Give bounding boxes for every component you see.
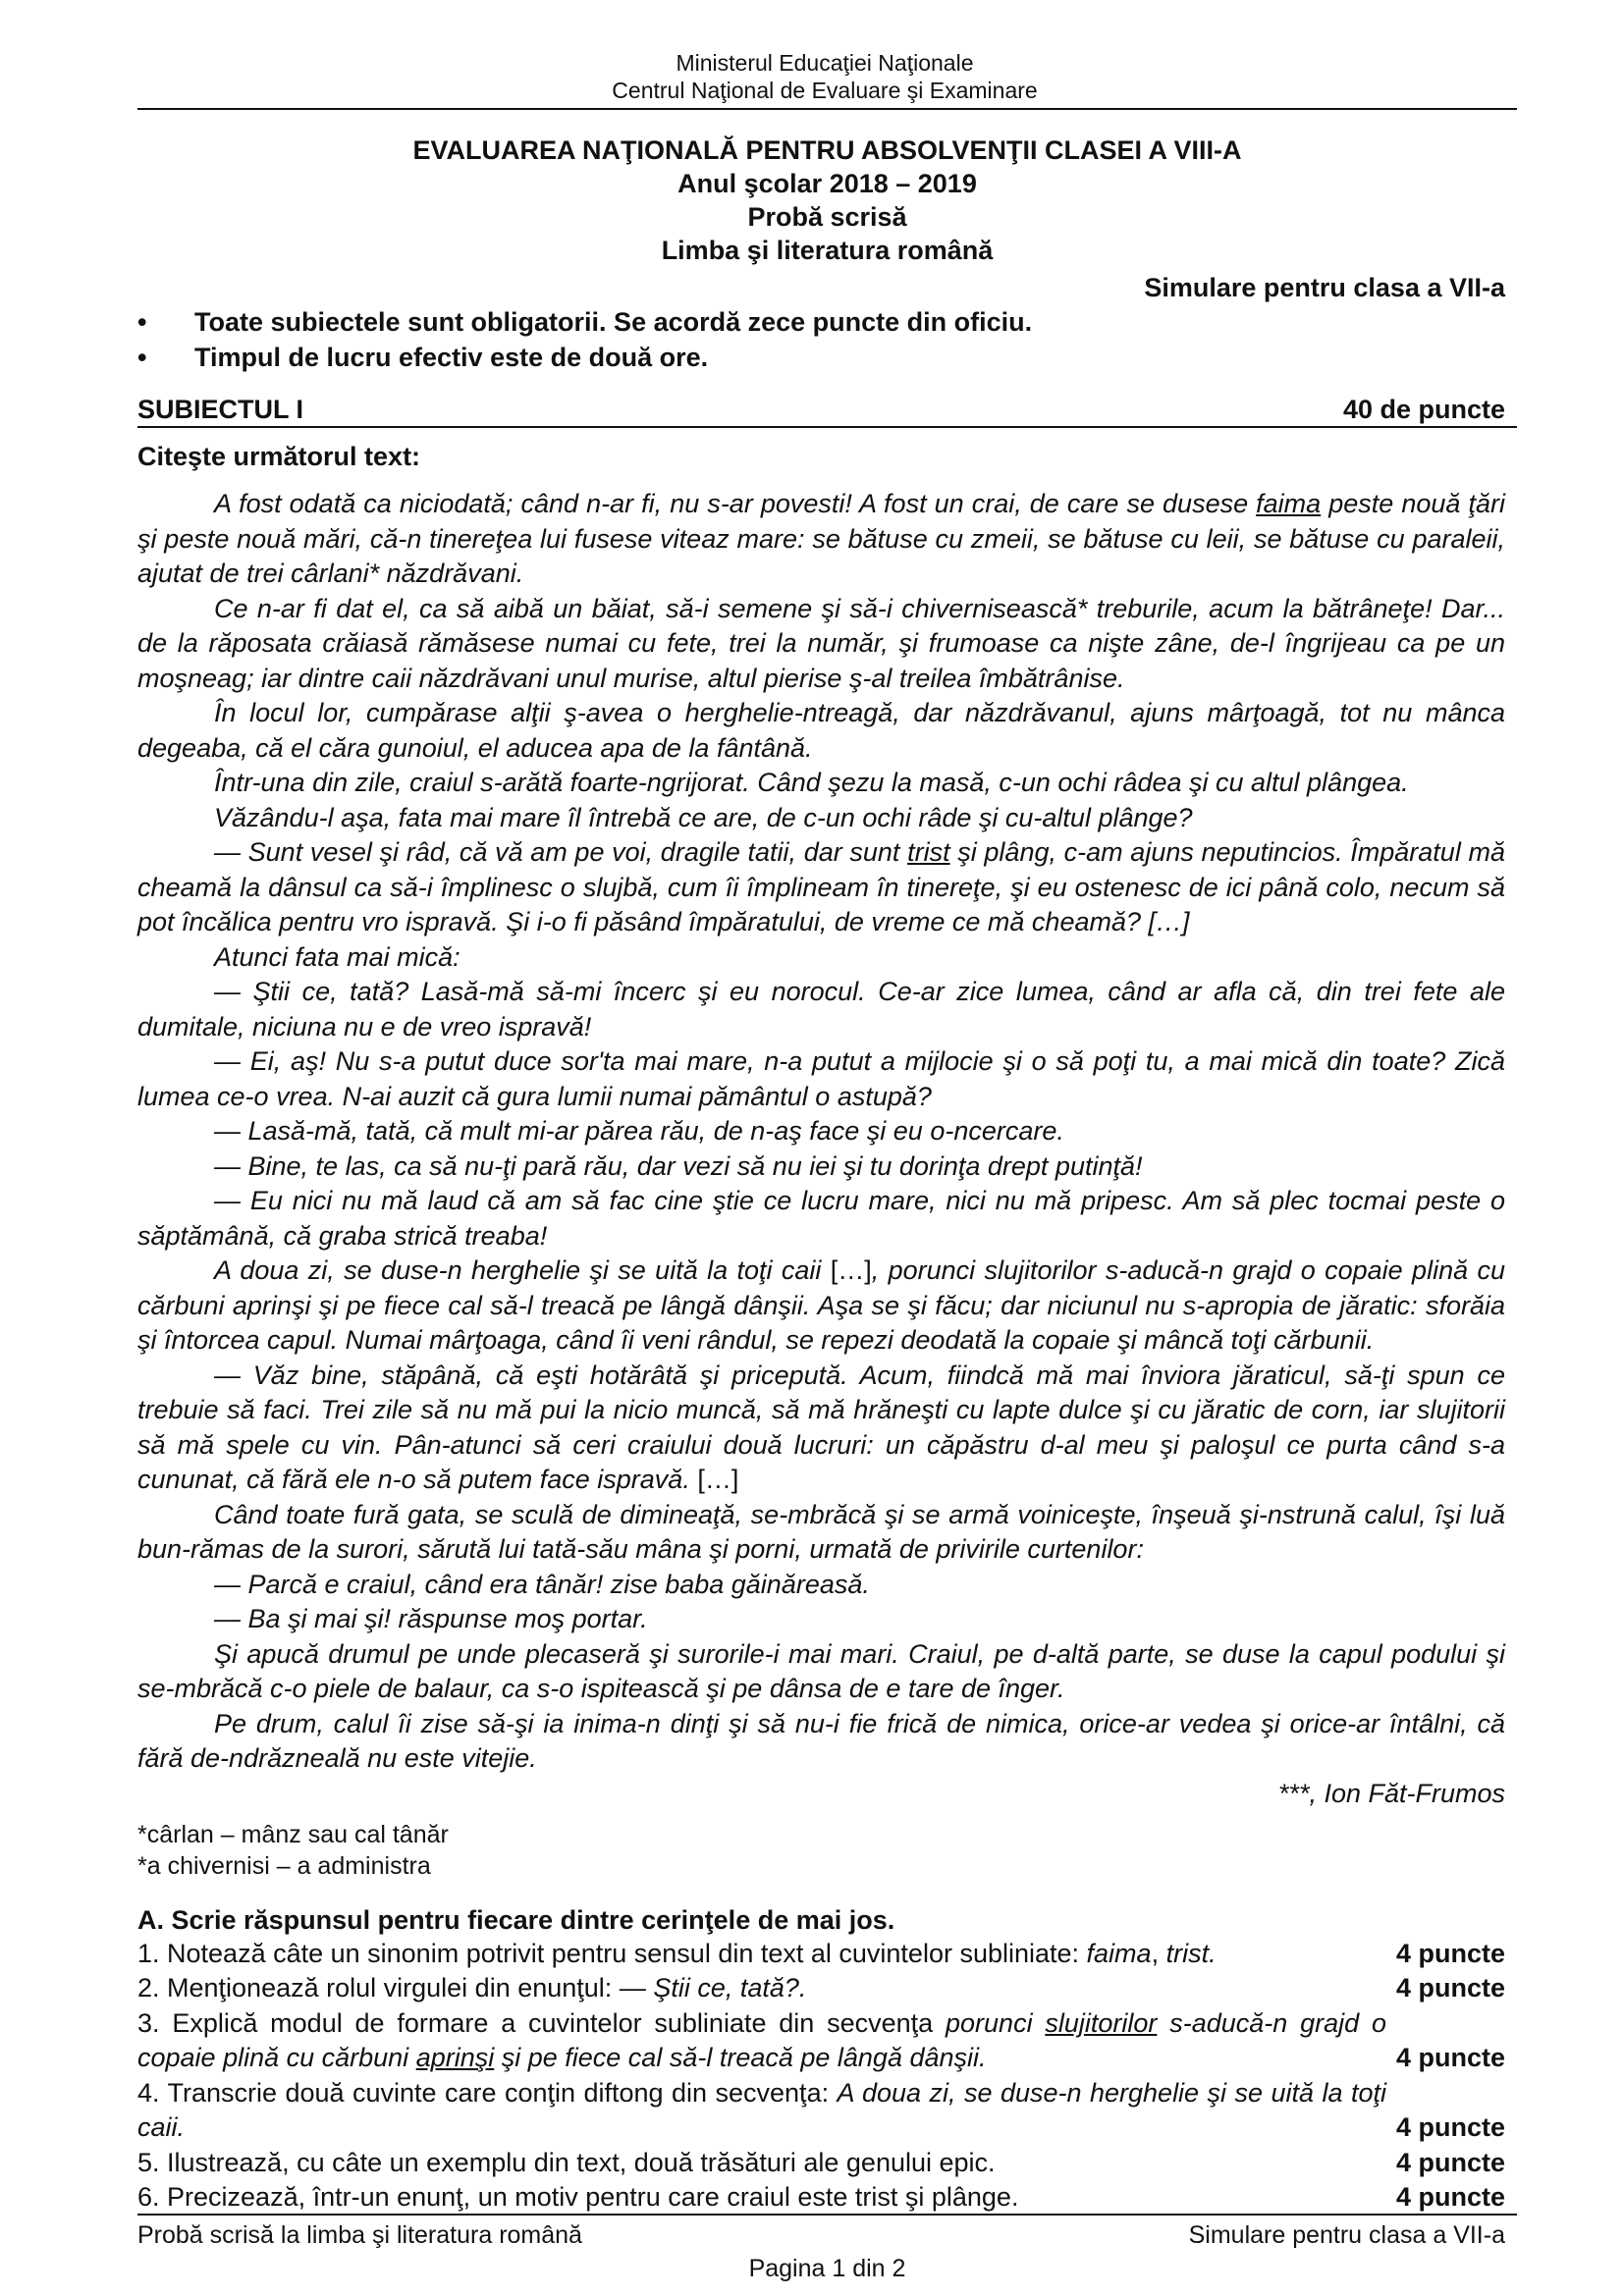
title-line-2: Anul şcolar 2018 – 2019 [677,169,977,198]
subject-label: SUBIECTUL I [137,395,304,424]
paragraph: — Sunt vesel şi râd, că vă am pe voi, dragile tatii, dar sunt trist şi plâng, c-am ajuns neputincios. Împăratul mă cheamă la dânsul ca să-i împlinesc o slujbă, cum îi împlineam în tinereţe, şi eu ostenesc de ici până colo, necum să pot încălica pentru vro ispravă. Şi i-o fi păsând împăratului, de vreme ce mă cheamă? […] [137,837,1505,936]
text-source: ***, Ion Făt-Frumos [1277,1778,1505,1808]
paragraph: — Ba şi mai şi! răspunse moş portar. [214,1604,648,1633]
paragraph: Ce n-ar fi dat el, ca să aibă un băiat, să-i semene şi să-i chivernisească* treburile, acum la bătrâneţe! Dar... de la răposata crăiasă rămăsese numai cu fete, trei la număr, şi frumoase ca nişte zâne, de-l îngrijeau ca pe un moşneag; iar dintre caii năzdrăvani unul murise, altul pierise ş-al treilea îmbătrânise. [137,593,1505,693]
paragraph: — Parcă e craiul, când era tânăr! zise baba găinăreasă. [214,1569,870,1599]
paragraph: Pe drum, calul îi zise să-şi ia inima-n dinţi şi să nu-i fie frică de nimica, orice-ar vedea şi orice-ar întâlni, că fără de-ndrăzneală nu este vitejie. [137,1708,1505,1773]
subject-points: 40 de puncte [1342,395,1505,424]
paragraph: Într-una din zile, craiul s-arătă foarte-ngrijorat. Când şezu la masă, c-un ochi râdea şi cu altul plângea. [214,768,1409,797]
paragraph: În locul lor, cumpărase alţii ş-avea o herghelie-ntreagă, dar năzdrăvanul, ajuns mârţoagă, tot nu mânca degeaba, că el căra gunoiul, el aducea apa de la fântână. [137,698,1505,763]
glossary-note: *a chivernisi – a administra [137,1851,431,1880]
question-6: 6. Precizează, într-un enunţ, un motiv pentru care craiul este trist şi plânge. 4 puncte [137,2180,1505,2216]
question-points: 4 puncte [1395,2182,1505,2212]
question-points: 4 puncte [1395,2043,1505,2072]
question-list [137,1937,1517,2216]
paragraph: — Văz bine, stăpână, că eşti hotărâtă şi pricepută. Acum, fiindcă mă mai înviora jăraticul, să-ţi spun ce trebuie să faci. Trei zile să nu mă pui la nicio muncă, să mă hrăneşti cu lapte dulce şi cu jăratic de corn, iar slujitorii să mă spele cu vin. Pân-atunci să ceri craiului două lucruri: un căpăstru d-al meu şi paloşul ce purta când s-a cununat, că fără ele n-o să putem face ispravă. […] [137,1360,1505,1494]
question-2: 2. Menţionează rolul virgulei din enunţul: — Ştii ce, tată?. 4 puncte [137,1971,1505,2006]
paragraph: — Bine, te las, ca să nu-ţi pară rău, dar vezi să nu iei şi tu dorinţa drept putinţă! [214,1150,1143,1181]
rule-item: • Toate subiectele sunt obligatorii. Se acordă zece puncte din oficiu. [137,304,1517,340]
rules-list [137,304,1517,375]
rule-item: • Timpul de lucru efectiv este de două ore. [137,340,1517,375]
bullet-icon: • [137,343,147,372]
footer-left: Probă scrisă la limba şi literatura română [137,2221,582,2249]
paragraph: — Ştii ce, tată? Lasă-mă să-mi încerc şi eu norocul. Ce-ar zice lumea, când ar afla că, din trei fete ale dumitale, niciuna nu e de vreo ispravă! [137,977,1505,1041]
glossary-notes [137,1819,1517,1882]
question-points: 4 puncte [1395,1973,1505,2002]
exam-page [137,49,1517,2282]
exam-title [137,133,1517,267]
footer-right: Simulare pentru clasa a VII-a [1188,2221,1505,2249]
bullet-icon: • [137,307,147,337]
section-a-heading: A. Scrie răspunsul pentru fiecare dintre cerinţele de mai jos. [137,1904,895,1935]
paragraph: A doua zi, se duse-n herghelie şi se uită la toţi caii […], porunci slujitorilor s-aducă-n grajd o copaie plină cu cărbuni aprinşi şi pe fiece cal să-l treacă pe lângă dânşii. Aşa se şi făcu; dar niciunul nu s-apropia de jăratic: sforăia şi întorcea capul. Numai mârţoaga, când îi veni rândul, se repezi deodată la copaie şi mâncă toţi cărbunii. [137,1255,1505,1355]
title-line-3: Probă scrisă [747,202,907,232]
paragraph: Când toate fură gata, se sculă de dimineaţă, se-mbrăcă şi se armă voiniceşte, înşeuă şi-nstrună calul, îşi luă bun-rămas de la surori, sărută lui tată-său mâna şi porni, urmată de privirile curtenilor: [137,1499,1505,1564]
story-text [137,487,1517,1777]
institution-header [383,49,1267,104]
question-4: 4. Transcrie două cuvinte care conţin diftong din secvenţa: A doua zi, se duse-n herghelie şi se uită la toţi caii. 4 puncte [137,2076,1505,2146]
simulation-label: Simulare pentru clasa a VII-a [1144,273,1505,302]
paragraph: — Eu nici nu mă laud că am să fac cine ştie ce lucru mare, nici nu mă pripesc. Am să plec tocmai peste o săptămână, că graba strică treaba! [137,1186,1505,1251]
ministry-name: Ministerul Educaţiei Naţionale [676,50,974,76]
title-line-1: EVALUAREA NAŢIONALĂ PENTRU ABSOLVENŢII CLASEI A VIII-A [412,135,1242,165]
paragraph: — Ei, aş! Nu s-a putut duce sor'ta mai mare, n-a putut a mijlocie şi o să poţi tu, a mai mică din toate? Zică lumea ce-o vrea. N-ai auzit că gura lumii numai pământul o astupă? [137,1046,1505,1111]
title-line-4: Limba şi literatura română [661,236,994,265]
question-points: 4 puncte [1395,1938,1505,1968]
reading-instruction: Citeşte următorul text: [137,442,421,471]
question-1: 1. Notează câte un sinonim potrivit pentru sensul din text al cuvintelor subliniate: faima, trist. 4 puncte [137,1937,1505,1972]
paragraph: — Lasă-mă, tată, că mult mi-ar părea rău, de n-aş face şi eu o-ncercare. [214,1116,1064,1146]
center-name: Centrul Naţional de Evaluare şi Examinare [612,78,1038,103]
header-divider [137,108,1517,110]
underlined-word: faima [1256,489,1322,518]
question-3: 3. Explică modul de formare a cuvintelor subliniate din secvenţa porunci slujitorilor s-aducă-n grajd o copaie plină cu cărbuni aprinşi şi pe fiece cal să-l treacă pe lângă dânşii. 4 puncte [137,2006,1505,2076]
question-points: 4 puncte [1395,2147,1505,2177]
underlined-word: trist [907,837,950,867]
paragraph: Şi apucă drumul pe unde plecaseră şi surorile-i mai mari. Craiul, pe d-altă parte, se duse la capul podului şi se-mbrăcă c-o piele de balaur, ca s-o ispitească şi pe dânsa de e tare de înger. [137,1638,1505,1703]
paragraph: A fost odată ca niciodată; când n-ar fi, nu s-ar povesti! A fost un crai, de care se dusese faima peste nouă ţări şi peste nouă mări, că-n tinereţea lui fusese viteaz mare: se bătuse cu zmeii, se bătuse cu leii, se bătuse cu paraleii, ajutat de trei cârlani* năzdrăvani. [137,489,1505,588]
question-points: 4 puncte [1395,2112,1505,2142]
page-footer [137,2214,1517,2284]
page-number: Pagina 1 din 2 [748,2255,906,2282]
question-5: 5. Ilustrează, cu câte un exemplu din text, două trăsături ale genului epic. 4 puncte [137,2146,1505,2181]
glossary-note: *cârlan – mânz sau cal tânăr [137,1820,449,1848]
paragraph: Văzându-l aşa, fata mai mare îl întrebă ce are, de c-un ochi râde şi cu-altul plânge? [214,802,1193,832]
paragraph: Atunci fata mai mică: [214,941,460,972]
subject-heading [137,393,1517,428]
